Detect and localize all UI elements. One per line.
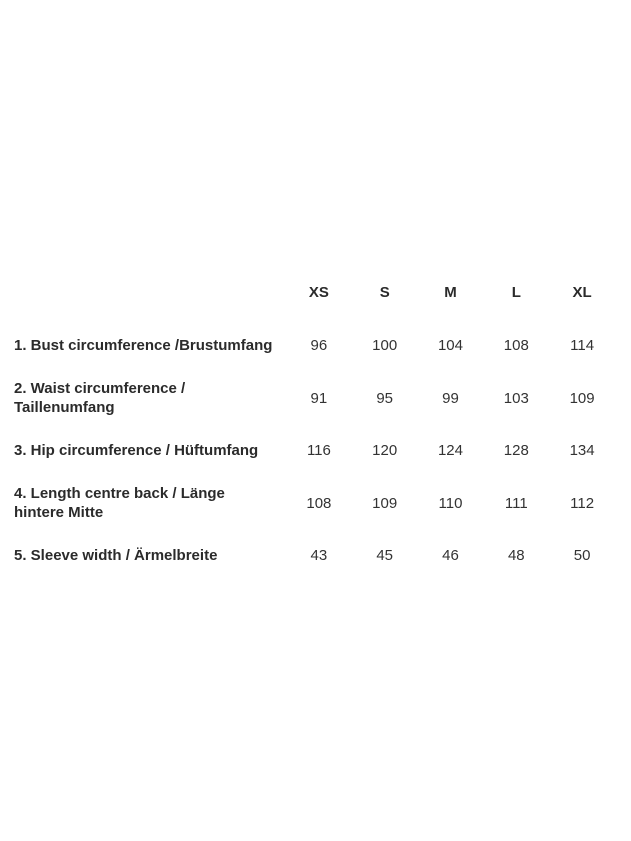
header-size-xs: XS bbox=[308, 284, 329, 301]
cell-value: 114 bbox=[570, 337, 595, 354]
header-empty-cell bbox=[14, 283, 286, 324]
cell-value: 48 bbox=[507, 547, 525, 564]
header-size-l: L bbox=[511, 284, 521, 301]
cell-value: 95 bbox=[376, 389, 394, 407]
row-label-bust: 1. Bust circumference /Brustumfang bbox=[14, 337, 273, 354]
row-label-sleeve-width: 5. Sleeve width / Ärmelbreite bbox=[14, 547, 218, 564]
header-size-xl: XL bbox=[572, 284, 592, 301]
cell-value: 99 bbox=[442, 389, 459, 407]
header-size-m: M bbox=[444, 284, 457, 301]
cell-value: 45 bbox=[376, 547, 394, 564]
cell-value: 109 bbox=[372, 494, 398, 512]
cell-value: 50 bbox=[573, 547, 591, 564]
header-size-s: S bbox=[379, 284, 390, 301]
table-row-hip bbox=[14, 429, 615, 472]
table-row-waist bbox=[14, 367, 615, 429]
cell-value: 128 bbox=[503, 442, 529, 459]
table-row-bust bbox=[14, 324, 615, 367]
row-label-length-centre-back: 4. Length centre back / Länge hintere Mitte bbox=[14, 485, 225, 521]
table-row-length-centre-back bbox=[14, 472, 615, 534]
cell-value: 110 bbox=[438, 494, 463, 512]
cell-value: 124 bbox=[437, 442, 463, 459]
size-chart bbox=[14, 283, 615, 577]
cell-value: 120 bbox=[372, 442, 398, 459]
cell-value: 108 bbox=[503, 337, 529, 354]
row-label-hip: 3. Hip circumference / Hüftumfang bbox=[14, 442, 259, 459]
cell-value: 109 bbox=[569, 389, 595, 407]
cell-value: 46 bbox=[442, 547, 459, 564]
cell-value: 43 bbox=[310, 547, 328, 564]
size-chart-table bbox=[14, 283, 615, 577]
cell-value: 111 bbox=[504, 494, 528, 512]
cell-value: 100 bbox=[372, 337, 398, 354]
cell-value: 103 bbox=[503, 389, 529, 407]
cell-value: 116 bbox=[306, 442, 331, 459]
cell-value: 112 bbox=[570, 494, 595, 512]
cell-value: 91 bbox=[310, 389, 328, 407]
cell-value: 108 bbox=[306, 494, 332, 512]
cell-value: 96 bbox=[310, 337, 328, 354]
cell-value: 134 bbox=[569, 442, 595, 459]
table-row-sleeve-width bbox=[14, 534, 615, 577]
cell-value: 104 bbox=[437, 337, 463, 354]
row-label-waist: 2. Waist circumference / Taillenumfang bbox=[14, 380, 186, 416]
size-chart-header-row bbox=[14, 283, 615, 324]
